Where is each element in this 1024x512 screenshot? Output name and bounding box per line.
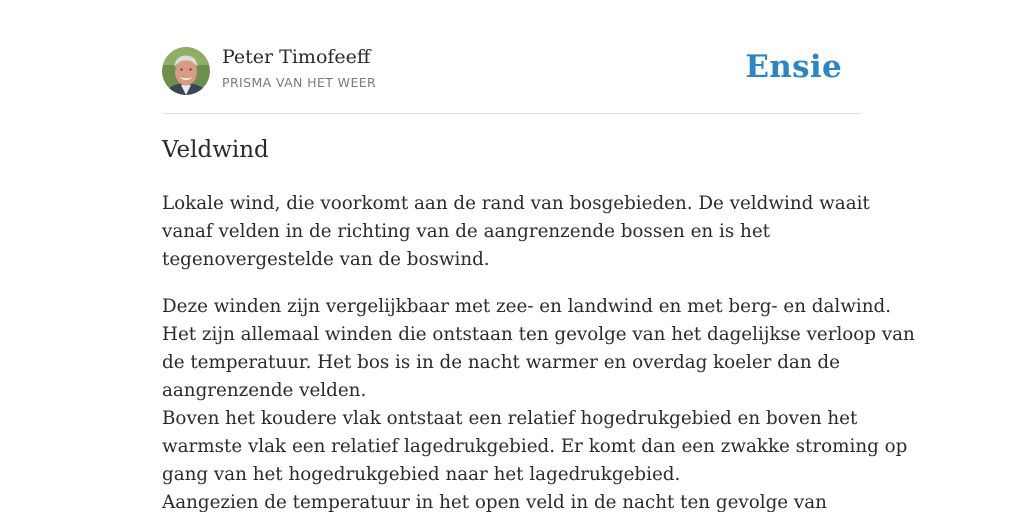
text-line: Boven het koudere vlak ontstaat een relatief hogedrukgebied en boven het [162, 408, 858, 429]
text-line: Lokale wind, die voorkomt aan de rand van bosgebieden. De veldwind waait [162, 193, 870, 214]
paragraph [162, 293, 915, 512]
text-line: vanaf velden in de richting van de aangrenzende bossen en is het [162, 221, 770, 242]
header-divider [162, 113, 862, 114]
text-line: Deze winden zijn vergelijkbaar met zee- en landwind en met berg- en dalwind. [162, 296, 892, 317]
ensie-logo[interactable]: Ensie [745, 49, 842, 85]
author-photo [162, 47, 210, 95]
page-title: Veldwind [162, 137, 269, 163]
text-line: tegenovergestelde van de boswind. [162, 249, 490, 270]
article-header [162, 46, 862, 96]
paragraph [162, 190, 874, 274]
article-body [162, 190, 915, 512]
author-name[interactable]: Peter Timofeeff [222, 46, 371, 68]
text-line: de temperatuur. Het bos is in de nacht warmer en overdag koeler dan de [162, 352, 840, 373]
author-avatar[interactable] [162, 47, 210, 95]
text-line: gang van het hogedrukgebied naar het lagedrukgebied. [162, 464, 681, 485]
text-line: aangrenzende velden. [162, 380, 367, 401]
author-source[interactable]: PRISMA VAN HET WEER [222, 75, 377, 90]
text-line: Aangezien de temperatuur in het open veld in de nacht ten gevolge van [162, 492, 827, 512]
text-line: warmste vlak een relatief lagedrukgebied. Er komt dan een zwakke stroming op [162, 436, 908, 457]
text-line: Het zijn allemaal winden die ontstaan ten gevolge van het dagelijkse verloop van [162, 324, 915, 345]
